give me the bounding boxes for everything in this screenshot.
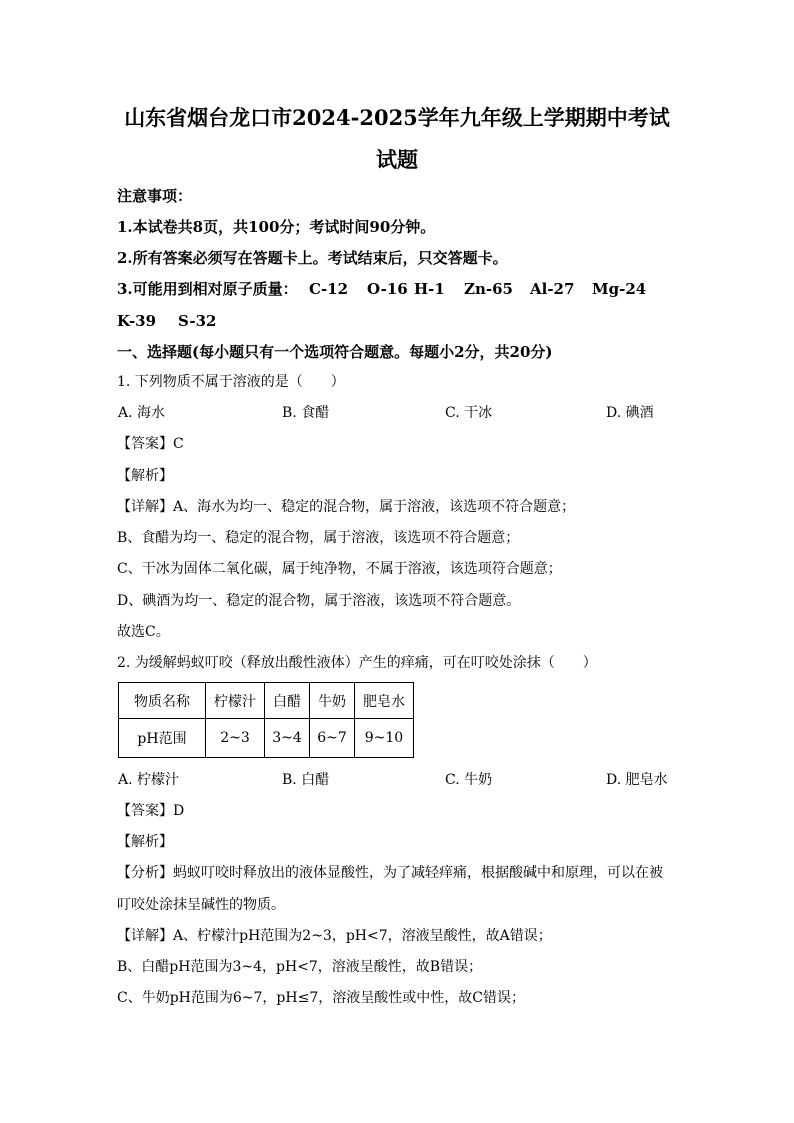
question-2-detail-line: B、白醋pH范围为3~4，pH<7，溶液呈酸性，故B错误； (117, 959, 483, 975)
section-1-heading: 一、选择题(每小题只有一个选项符合题意。每题小2分，共20分) (117, 343, 553, 361)
question-1-option-c: C. 干冰 (445, 405, 493, 421)
atomic-mass-al: Al-27 (530, 280, 575, 298)
question-2-option-c: C. 牛奶 (445, 772, 493, 788)
table-row (119, 683, 414, 719)
question-2-option-a: A. 柠檬汁 (118, 772, 180, 788)
question-2-option-b: B. 白醋 (282, 772, 330, 788)
atomic-mass-h: H-1 (414, 280, 445, 298)
question-1-stem: 1. 下列物质不属于溶液的是（ ） (117, 374, 345, 390)
question-2-answer: 【答案】D (117, 803, 185, 819)
table-header-cell: 肥皂水 (355, 683, 414, 719)
question-1-answer: 【答案】C (117, 436, 184, 452)
notice-item-3 (117, 279, 298, 299)
table-header-cell: 物质名称 (119, 683, 206, 719)
exam-title-line-2: 试题 (376, 147, 418, 172)
table-cell: 2~3 (206, 719, 265, 758)
question-1-detail-line: B、食醋为均一、稳定的混合物，属于溶液，该选项不符合题意； (117, 530, 520, 546)
question-2-analysis-label: 【解析】 (117, 834, 173, 850)
notice-item-3-prefix: 3.可能用到相对原子质量： (117, 280, 298, 298)
table-cell: pH范围 (119, 719, 206, 758)
question-2-fenxi-line: 【分析】蚂蚁叮咬时释放出的液体显酸性，为了减轻痒痛，根据酸碱中和原理，可以在被 (117, 865, 663, 881)
question-1-conclusion: 故选C。 (117, 624, 170, 640)
atomic-mass-k: K-39 (117, 312, 157, 330)
table-header-cell: 白醋 (265, 683, 310, 719)
atomic-mass-mg: Mg-24 (592, 280, 647, 298)
ph-range-table (118, 682, 414, 758)
question-2-detail-line: 【详解】A、柠檬汁pH范围为2~3，pH<7，溶液呈酸性，故A错误； (117, 928, 552, 944)
question-1-option-a: A. 海水 (118, 405, 166, 421)
question-1-option-d: D. 碘酒 (606, 405, 654, 421)
question-1-analysis-label: 【解析】 (117, 468, 173, 484)
question-1-option-b: B. 食醋 (282, 405, 330, 421)
table-header-cell: 柠檬汁 (206, 683, 265, 719)
table-row (119, 719, 414, 758)
question-2-stem: 2. 为缓解蚂蚁叮咬（释放出酸性液体）产生的痒痛，可在叮咬处涂抹（ ） (117, 655, 597, 671)
question-2-fenxi-line: 叮咬处涂抹呈碱性的物质。 (117, 897, 285, 913)
notice-item-1: 1.本试卷共8页，共100分；考试时间90分钟。 (117, 218, 436, 236)
question-2-detail-line: C、牛奶pH范围为6~7，pH≤7，溶液呈酸性或中性，故C错误； (117, 990, 525, 1006)
atomic-mass-zn: Zn-65 (464, 280, 513, 298)
question-1-detail-line: D、碘酒为均一、稳定的混合物，属于溶液，该选项不符合题意。 (117, 593, 521, 609)
table-header-cell: 牛奶 (310, 683, 355, 719)
table-cell: 6~7 (310, 719, 355, 758)
atomic-mass-c: C-12 (309, 280, 349, 298)
table-cell: 9~10 (355, 719, 414, 758)
atomic-mass-s: S-32 (178, 312, 217, 330)
question-1-detail-line: C、干冰为固体二氧化碳，属于纯净物，不属于溶液，该选项符合题意； (117, 561, 562, 577)
question-2-option-d: D. 肥皂水 (606, 772, 668, 788)
atomic-mass-o: O-16 (367, 280, 408, 298)
table-cell: 3~4 (265, 719, 310, 758)
notice-item-2: 2.所有答案必须写在答题卡上。考试结束后，只交答题卡。 (117, 249, 508, 267)
question-1-detail-line: 【详解】A、海水为均一、稳定的混合物，属于溶液，该选项不符合题意； (117, 499, 576, 515)
exam-title-line-1: 山东省烟台龙口市2024-2025学年九年级上学期期中考试 (124, 105, 670, 130)
notice-heading: 注意事项： (117, 187, 193, 205)
